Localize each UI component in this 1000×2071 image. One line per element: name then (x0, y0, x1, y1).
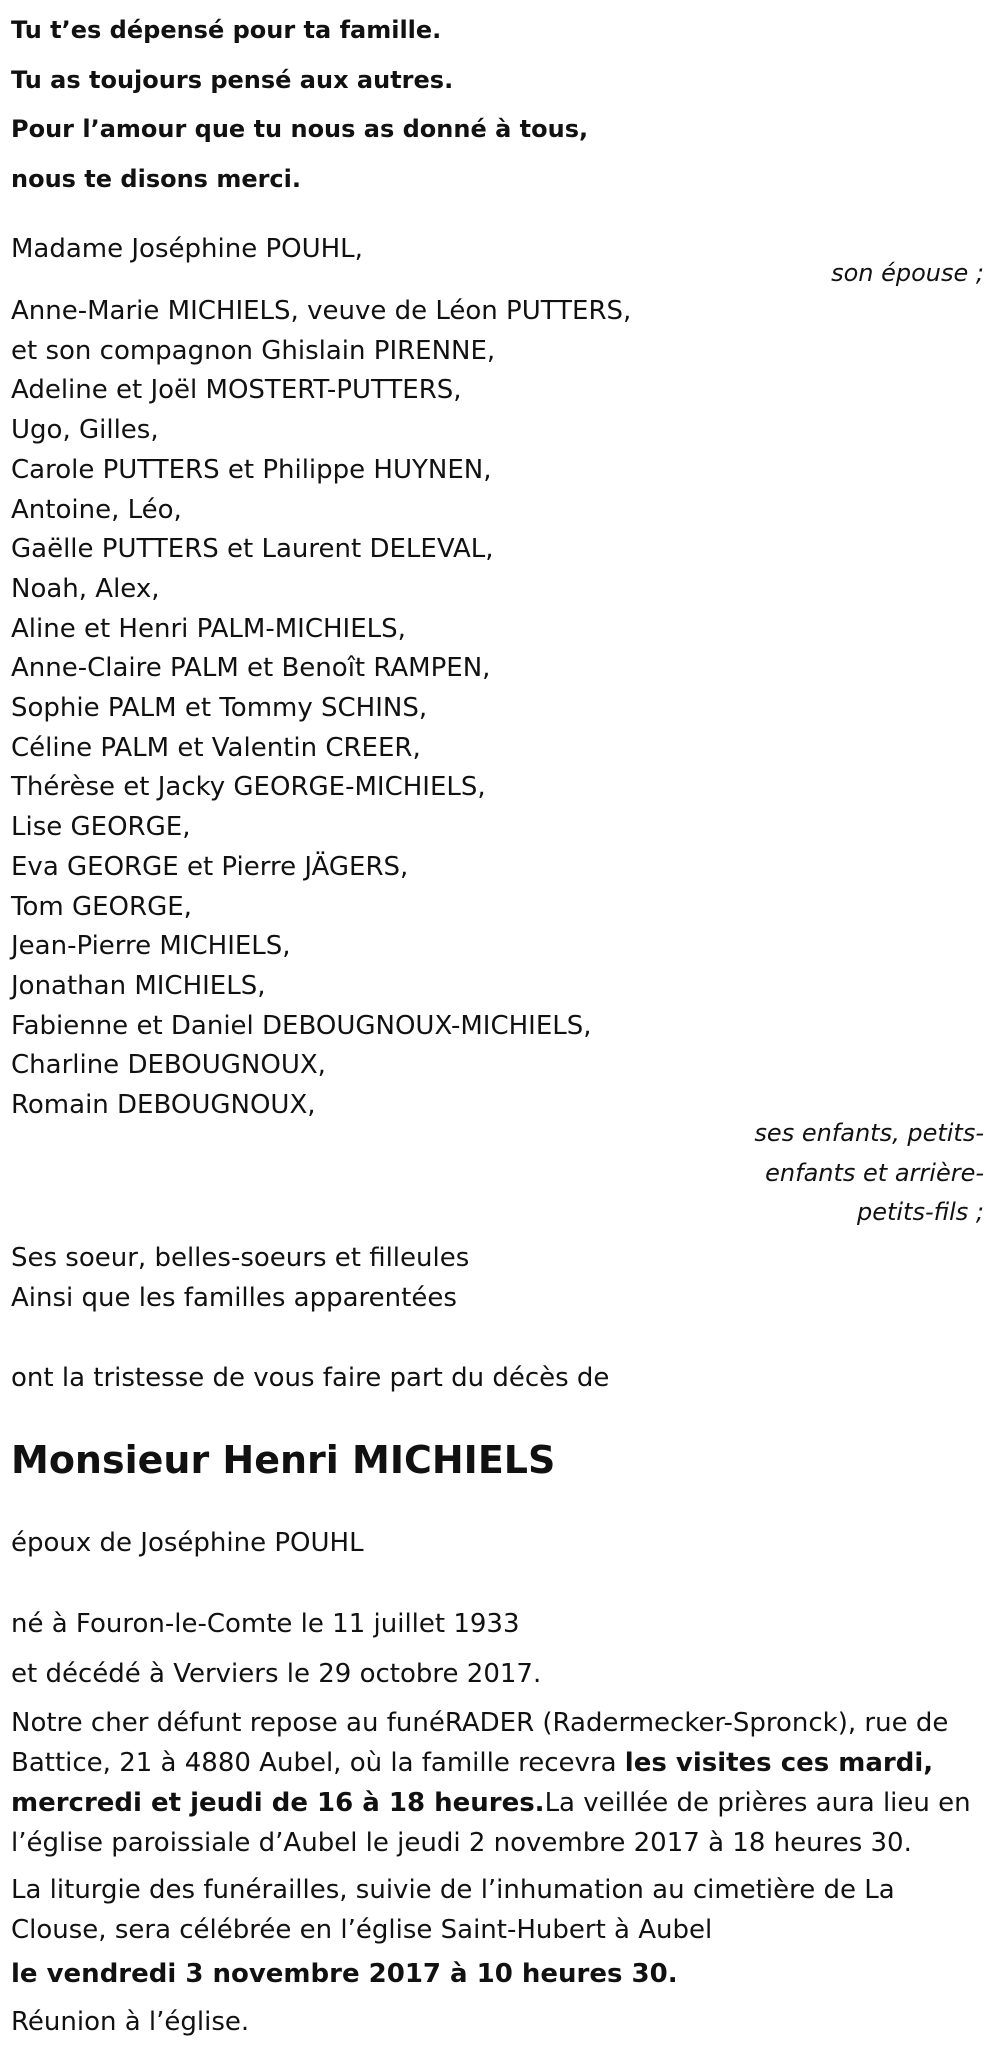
poem (11, 0, 1000, 204)
family-member: Tom GEORGE, (11, 891, 192, 922)
death-line: et décédé à Verviers le 29 octobre 2017. (11, 1658, 542, 1689)
rest-text: Notre cher défunt repose au funéRADER (Radermecker-Spronck), rue de Battice, 21 à 4880 Aubel, où la famille recevra (11, 1708, 949, 1778)
funeral-date: le vendredi 3 novembre 2017 à 10 heures 30. (11, 1959, 678, 1989)
family-member: Gaëlle PUTTERS et Laurent DELEVAL, (11, 534, 494, 565)
poem-line: Tu t’es dépensé pour ta famille. (11, 16, 442, 44)
birth-line: né à Fouron-le-Comte le 11 juillet 1933 (11, 1609, 520, 1639)
children-role (11, 1114, 1000, 1233)
family-member: Eva GEORGE et Pierre JÄGERS, (11, 851, 409, 882)
family-member: Noah, Alex, (11, 573, 160, 604)
funeral-paragraph: La liturgie des funérailles, suivie de l’inhumation au cimetière de La Clouse, sera célébrée en l’église Saint-Hubert à Aubel (11, 1875, 895, 1945)
family-member: Thérèse et Jacky GEORGE-MICHIELS, (11, 772, 486, 803)
poem-line: nous te disons merci. (11, 164, 302, 193)
rest-paragraph (11, 1703, 982, 1863)
deceased-name: Monsieur Henri MICHIELS (11, 1438, 556, 1482)
family-member: Anne-Marie MICHIELS, veuve de Léon PUTTERS, (11, 296, 632, 326)
relatives-line: Ainsi que les familles apparentées (11, 1282, 457, 1313)
children-role-line: ses enfants, petits- (754, 1119, 984, 1147)
deceased-spouse-line: époux de Joséphine POUHL (11, 1528, 364, 1558)
visits-text: les visites ces mardi, mercredi et jeudi de 16 à 18 heures. (11, 1748, 934, 1818)
relatives-line: Ses soeur, belles-soeurs et filleules (11, 1243, 470, 1273)
announcement: ont la tristesse de vous faire part du décès de (11, 1363, 610, 1393)
family-member: Antoine, Léo, (11, 494, 182, 525)
vigil-text: La veillée de prières aura lieu en l’église paroissiale d’Aubel le jeudi 2 novembre 2017 à 18 heures 30. (11, 1788, 971, 1858)
spouse-name: Madame Joséphine POUHL, (11, 234, 363, 264)
family-member: Anne-Claire PALM et Benoît RAMPEN, (11, 653, 491, 684)
family-member: Céline PALM et Valentin CREER, (11, 732, 421, 763)
family-member: Romain DEBOUGNOUX, (11, 1090, 316, 1121)
children-role-line: petits-fils ; (856, 1198, 984, 1227)
family-member: Ugo, Gilles, (11, 415, 159, 446)
family-member: Sophie PALM et Tommy SCHINS, (11, 693, 428, 724)
spouse-role: son épouse ; (831, 259, 984, 287)
family-member: Carole PUTTERS et Philippe HUYNEN, (11, 454, 492, 485)
family-member: Jean-Pierre MICHIELS, (11, 931, 291, 962)
family-member: Adeline et Joël MOSTERT-PUTTERS, (11, 375, 462, 406)
family-member: Lise GEORGE, (11, 812, 191, 843)
family-member: Aline et Henri PALM-MICHIELS, (11, 613, 406, 644)
family-member: Fabienne et Daniel DEBOUGNOUX-MICHIELS, (11, 1010, 592, 1041)
life-dates (11, 1605, 1000, 1694)
children-role-line: enfants et arrière- (765, 1158, 984, 1187)
poem-line: Pour l’amour que tu nous as donné à tous, (11, 115, 589, 143)
relatives (11, 1239, 1000, 1318)
family-member: et son compagnon Ghislain PIRENNE, (11, 335, 496, 366)
family-member: Jonathan MICHIELS, (11, 970, 266, 1001)
poem-line: Tu as toujours pensé aux autres. (11, 65, 454, 94)
children-list (11, 292, 1000, 1126)
family-member: Charline DEBOUGNOUX, (11, 1050, 326, 1081)
meeting-line: Réunion à l’église. (11, 2007, 250, 2037)
